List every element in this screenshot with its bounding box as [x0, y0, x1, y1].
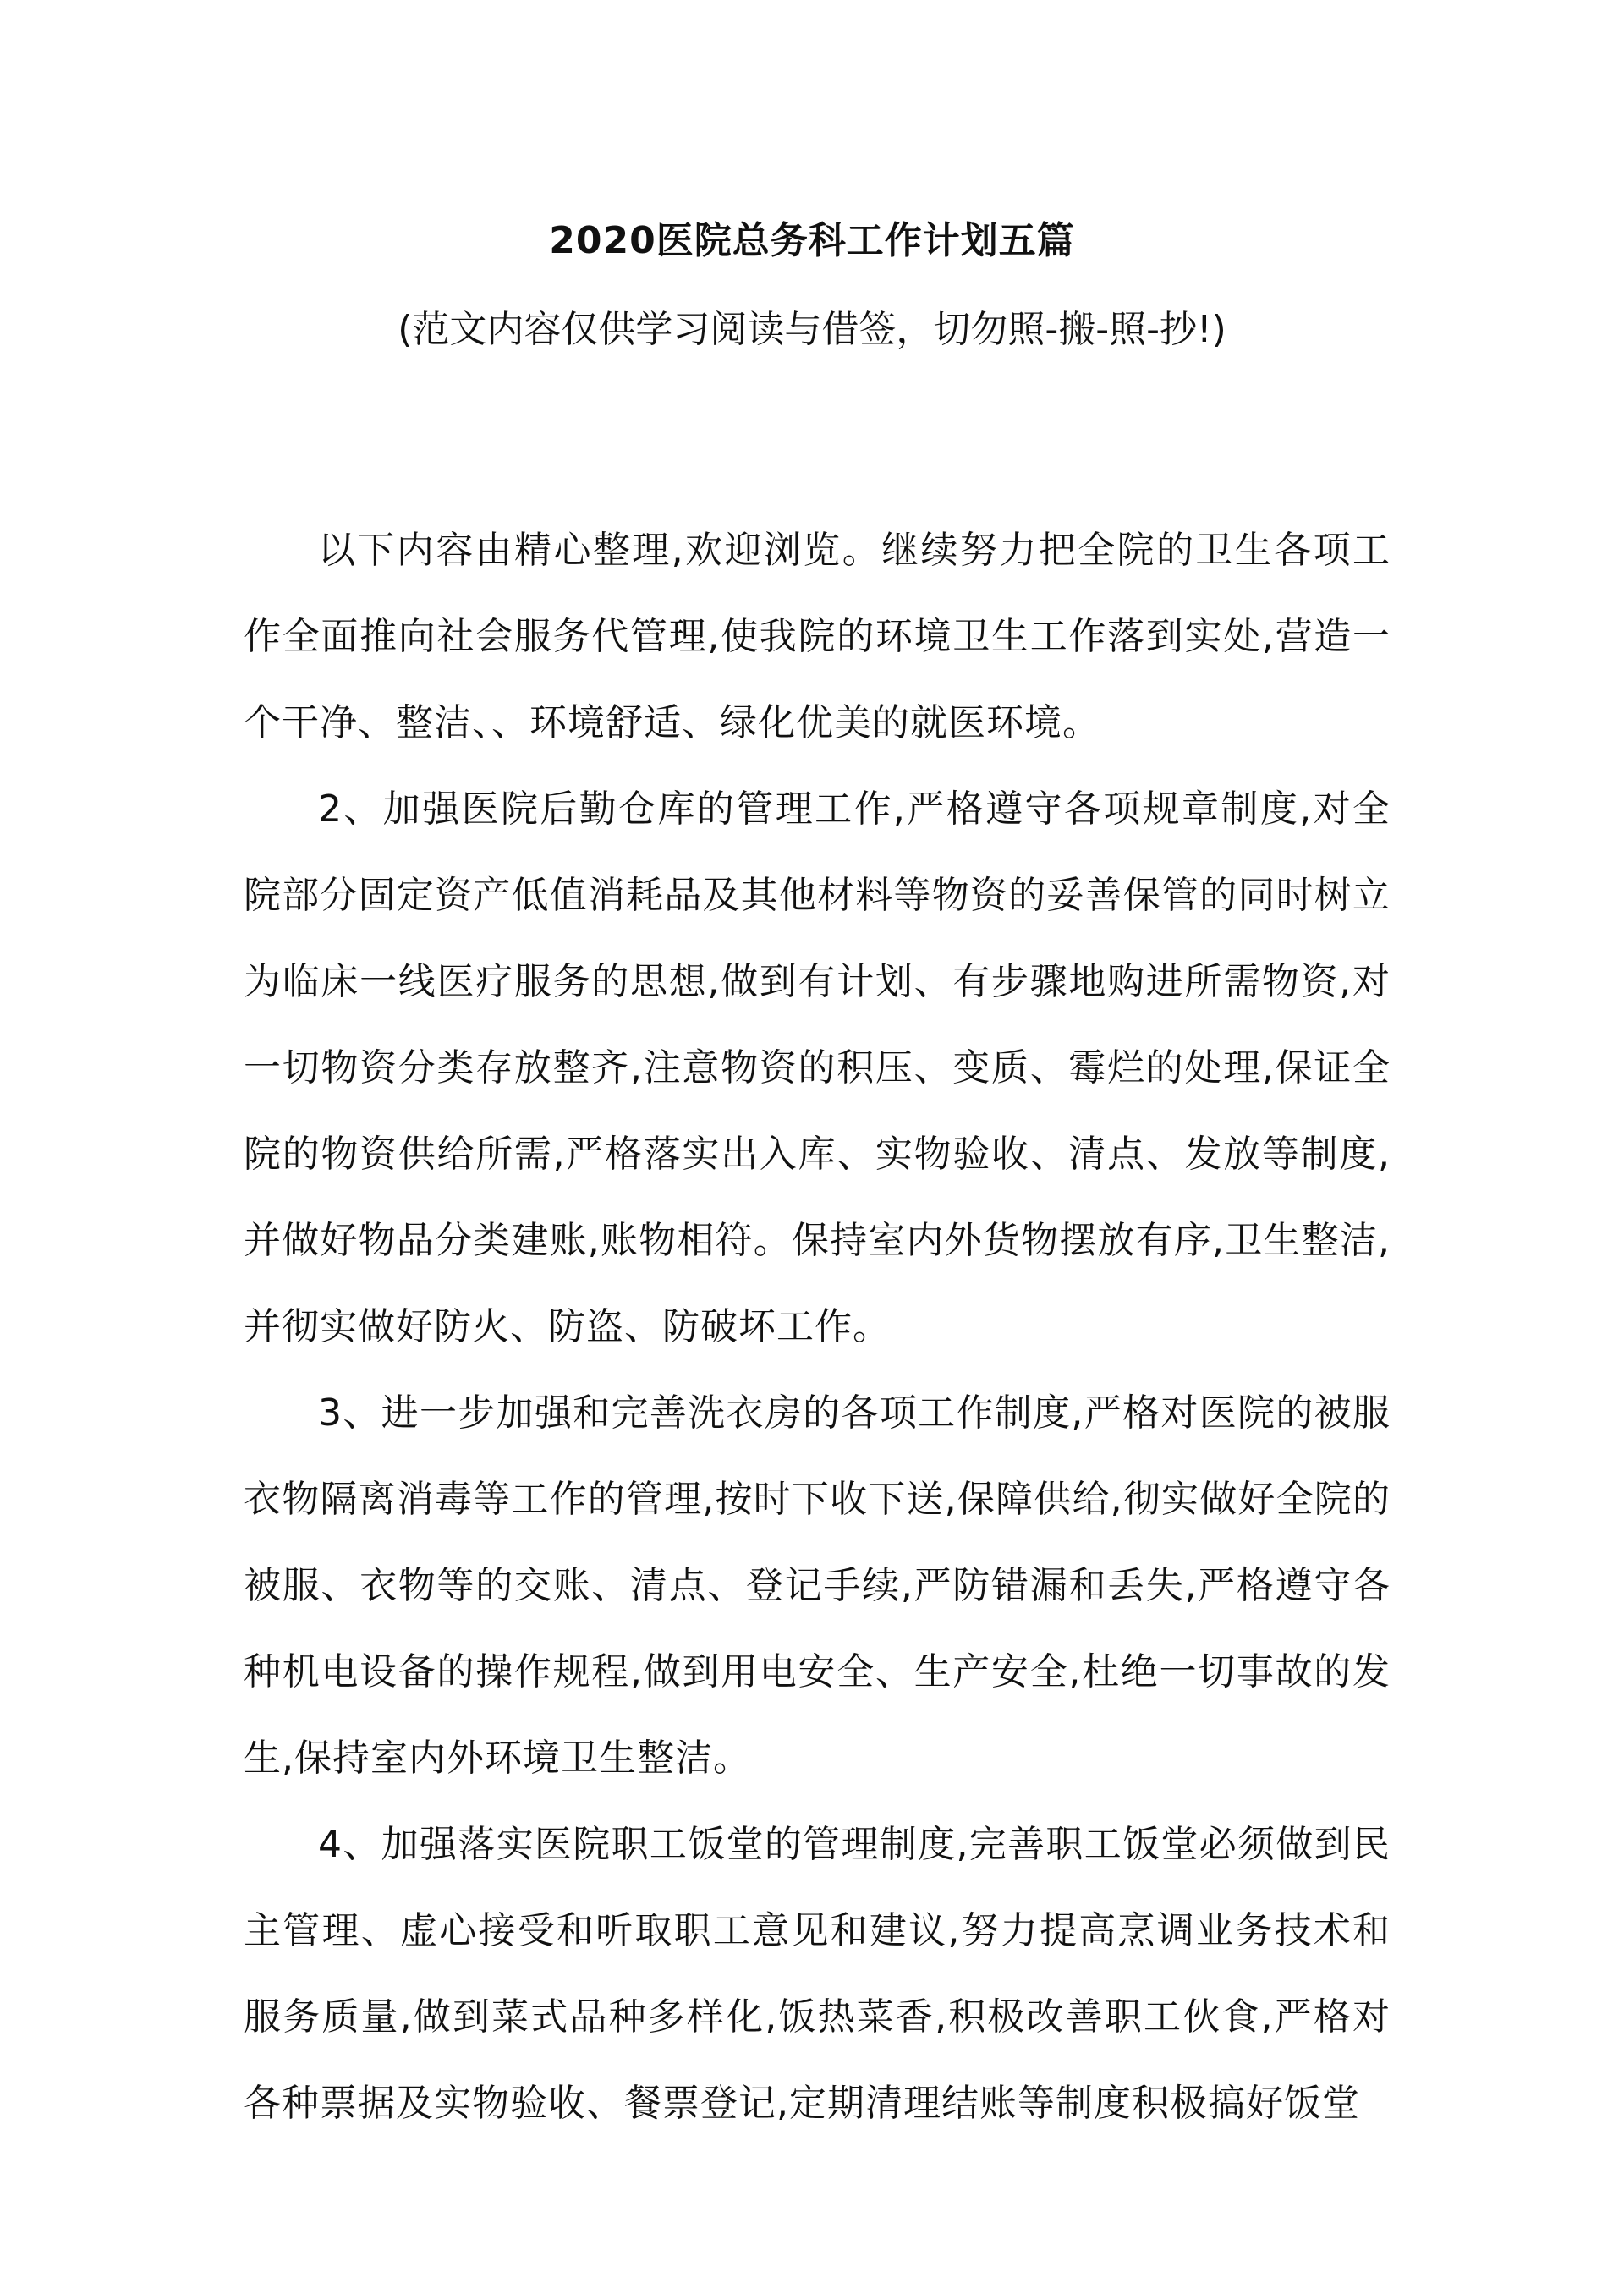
paragraph-3: 3、进一步加强和完善洗衣房的各项工作制度,严格对医院的被服衣物隔离消毒等工作的管理,按时下收下送,保障供给,彻实做好全院的被服、衣物等的交账、清点、登记手续,严防错漏和丢失,严格遵守各种机电设备的操作规程,做到用电安全、生产安全,杜绝一切事故的发生,保持室内外环境卫生整洁。 [244, 1391, 1391, 1780]
paragraph-intro: 以下内容由精心整理,欢迎浏览。继续努力把全院的卫生各项工作全面推向社会服务代管理,使我院的环境卫生工作落到实处,营造一个干净、整洁、、环境舒适、绿化优美的就医环境。 [244, 529, 1391, 744]
document-subtitle: (范文内容仅供学习阅读与借签，切勿照-搬-照-抄!) [398, 308, 1226, 351]
document-title: 2020医院总务科工作计划五篇 [549, 219, 1075, 262]
document-body [244, 508, 1391, 2147]
paragraph-4: 4、加强落实医院职工饭堂的管理制度,完善职工饭堂必须做到民主管理、虚心接受和听取职工意见和建议,努力提高烹调业务技术和服务质量,做到菜式品种多样化,饭热菜香,积极改善职工伙食,严格对各种票据及实物验收、餐票登记,定期清理结账等制度积极搞好饭堂 [244, 1823, 1391, 2125]
paragraph-2: 2、加强医院后勤仓库的管理工作,严格遵守各项规章制度,对全院部分固定资产低值消耗品及其他材料等物资的妥善保管的同时树立为临床一线医疗服务的思想,做到有计划、有步骤地购进所需物资,对一切物资分类存放整齐,注意物资的积压、变质、霉烂的处理,保证全院的物资供给所需,严格落实出入库、实物验收、清点、发放等制度,并做好物品分类建账,账物相符。保持室内外货物摆放有序,卫生整洁,并彻实做好防火、防盗、防破坏工作。 [244, 788, 1391, 1348]
